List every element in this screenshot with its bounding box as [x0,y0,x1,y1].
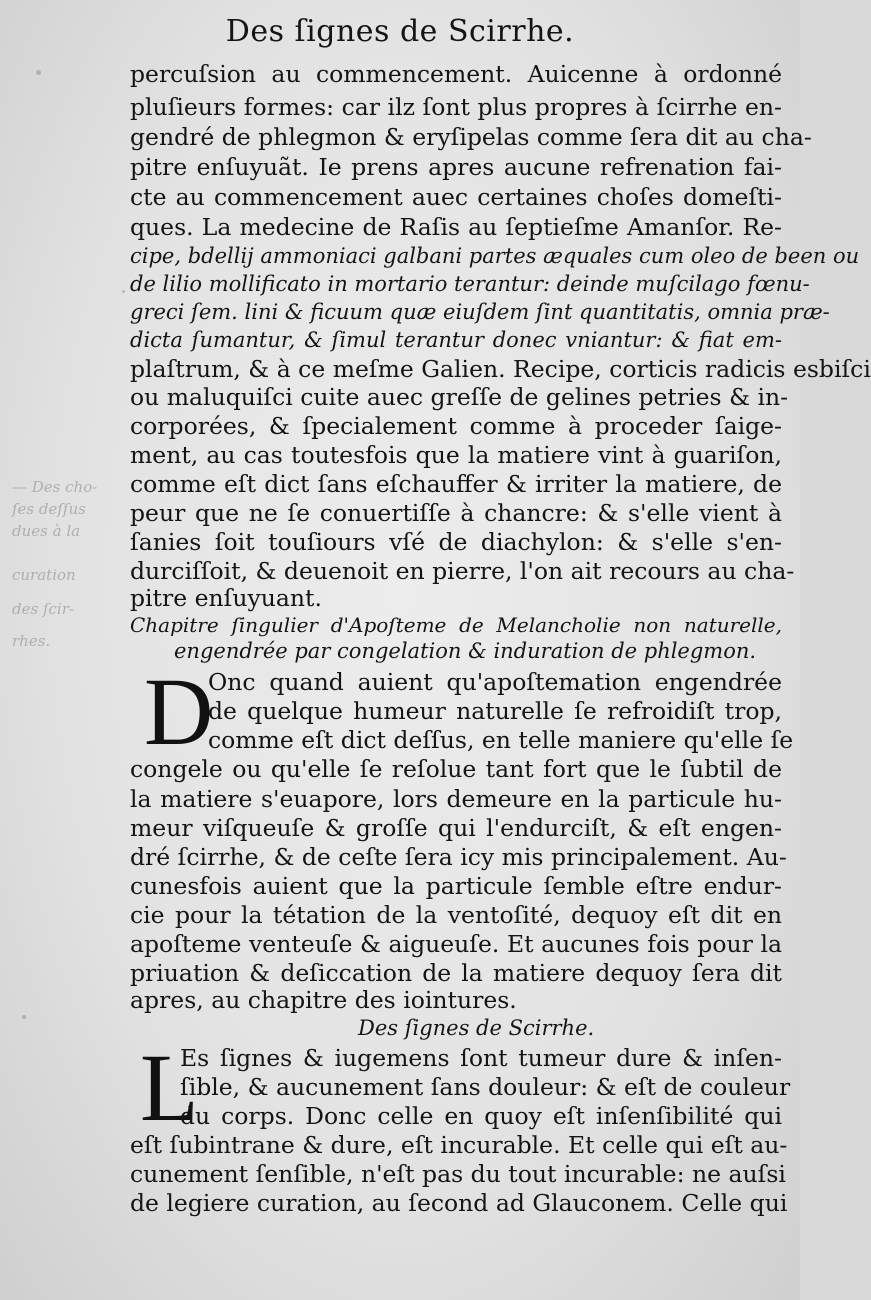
ink-spot [22,1015,26,1019]
text-line: de legiere curation, au ſecond ad Glauconem. Celle qui [130,1189,788,1217]
text-line: ou maluquiſci cuite auec greſſe de gelines petries & in- [130,383,789,411]
section-subheading: Des ſignes de Scirrhe. [358,1016,595,1040]
running-header: Des ſignes de Scirrhe. [225,14,575,49]
text-line: cunesfois auient que la particule ſemble eſtre endur- [130,872,782,900]
show-through-margin-text: ſes deſſus [12,500,86,518]
text-line: ſible, & aucunement ſans douleur: & eſt de couleur [180,1073,791,1101]
show-through-margin-text: des ſcir- [12,600,74,618]
text-line: meur viſqueuſe & groſſe qui l'endurciſt, & eſt engen- [130,814,782,842]
show-through-margin-text: — Des cho- [12,478,98,496]
text-line: plaſtrum, & à ce meſme Galien. Recipe, corticis radicis esbiſci [130,355,871,383]
text-line: gendré de phlegmon & eryſipelas comme ſera dit au cha- [130,123,812,151]
text-line: de quelque humeur naturelle ſe refroidiſt trop, [208,697,782,725]
text-line: Onc quand auient qu'apoſtemation engendrée [208,668,782,696]
text-line: cte au commencement auec certaines choſes domeſti- [130,183,782,211]
text-line: dicta ſumantur, & ſimul terantur donec vniantur: & fiat em- [130,328,782,352]
text-line: Es ſignes & iugemens ſont tumeur dure & inſen- [180,1044,782,1072]
show-through-margin-text: curation [12,566,76,584]
text-line: peur que ne ſe conuertiſſe à chancre: & s'elle vient à [130,499,782,527]
text-line: congele ou qu'elle ſe reſolue tant fort que le ſubtil de [130,755,782,783]
text-line: la matiere s'euapore, lors demeure en la particule hu- [130,785,782,813]
text-line: comme eſt dict deſſus, en telle maniere qu'elle ſe [208,726,794,754]
text-line: ſanies ſoit touſiours vſé de diachylon: & s'elle s'en- [130,528,782,556]
text-line: percuſsion au commencement. Auicenne à ordonné [130,60,782,88]
chapter-title: engendrée par congelation & induration de phlegmon. [174,639,757,663]
text-line: durciſſoit, & deuenoit en pierre, l'on ait recours au cha- [130,557,795,585]
text-line: pitre enſuyuãt. Ie prens apres aucune refrenation fai- [130,153,782,181]
text-line: apoſteme venteuſe & aigueuſe. Et aucunes fois pour la [130,930,782,958]
text-line: pluſieurs formes: car ilz ſont plus propres à ſcirrhe en- [130,93,782,121]
text-line: eſt ſubintrane & dure, eſt incurable. Et celle qui eſt au- [130,1131,788,1159]
text-line: de lilio mollificato in mortario terantur: deinde muſcilago fœnu- [130,272,810,296]
text-line: greci ſem. lini & ficuum quæ eiuſdem ſint quantitatis, omnia præ- [130,300,830,324]
text-line: cie pour la tétation de la ventoſité, dequoy eſt dit en [130,901,782,929]
ink-spot [122,290,125,293]
text-line: apres, au chapitre des iointures. [130,986,517,1014]
text-line: ment, au cas toutesfois que la matiere vint à guariſon, [130,441,782,469]
chapter-title: Chapitre ſingulier d'Apoſteme de Melancholie non naturelle, [130,613,782,637]
text-line: ques. La medecine de Raſis au ſeptieſme Amanſor. Re- [130,213,782,241]
ink-spot [36,70,41,75]
show-through-margin-text: dues à la [12,522,81,540]
text-line: du corps. Donc celle en quoy eſt inſenſibilité qui [180,1102,782,1130]
text-line: dré ſcirrhe, & de ceſte ſera icy mis principalement. Au- [130,843,787,871]
drop-cap-initial: D [144,658,214,765]
text-line: comme eſt dict ſans eſchauffer & irriter la matiere, de [130,470,782,498]
text-line: cunement ſenſible, n'eſt pas du tout incurable: ne auſsi [130,1160,786,1188]
drop-cap-initial: L [140,1034,199,1141]
show-through-margin-text: rhes. [12,632,51,650]
text-line: pitre enſuyuant. [130,584,322,612]
text-line: priuation & deſiccation de la matiere dequoy ſera dit [130,959,782,987]
text-line: cipe, bdellij ammoniaci galbani partes æquales cum oleo de been ou [130,244,860,268]
text-line: corporées, & ſpecialement comme à proceder ſaige- [130,412,782,440]
